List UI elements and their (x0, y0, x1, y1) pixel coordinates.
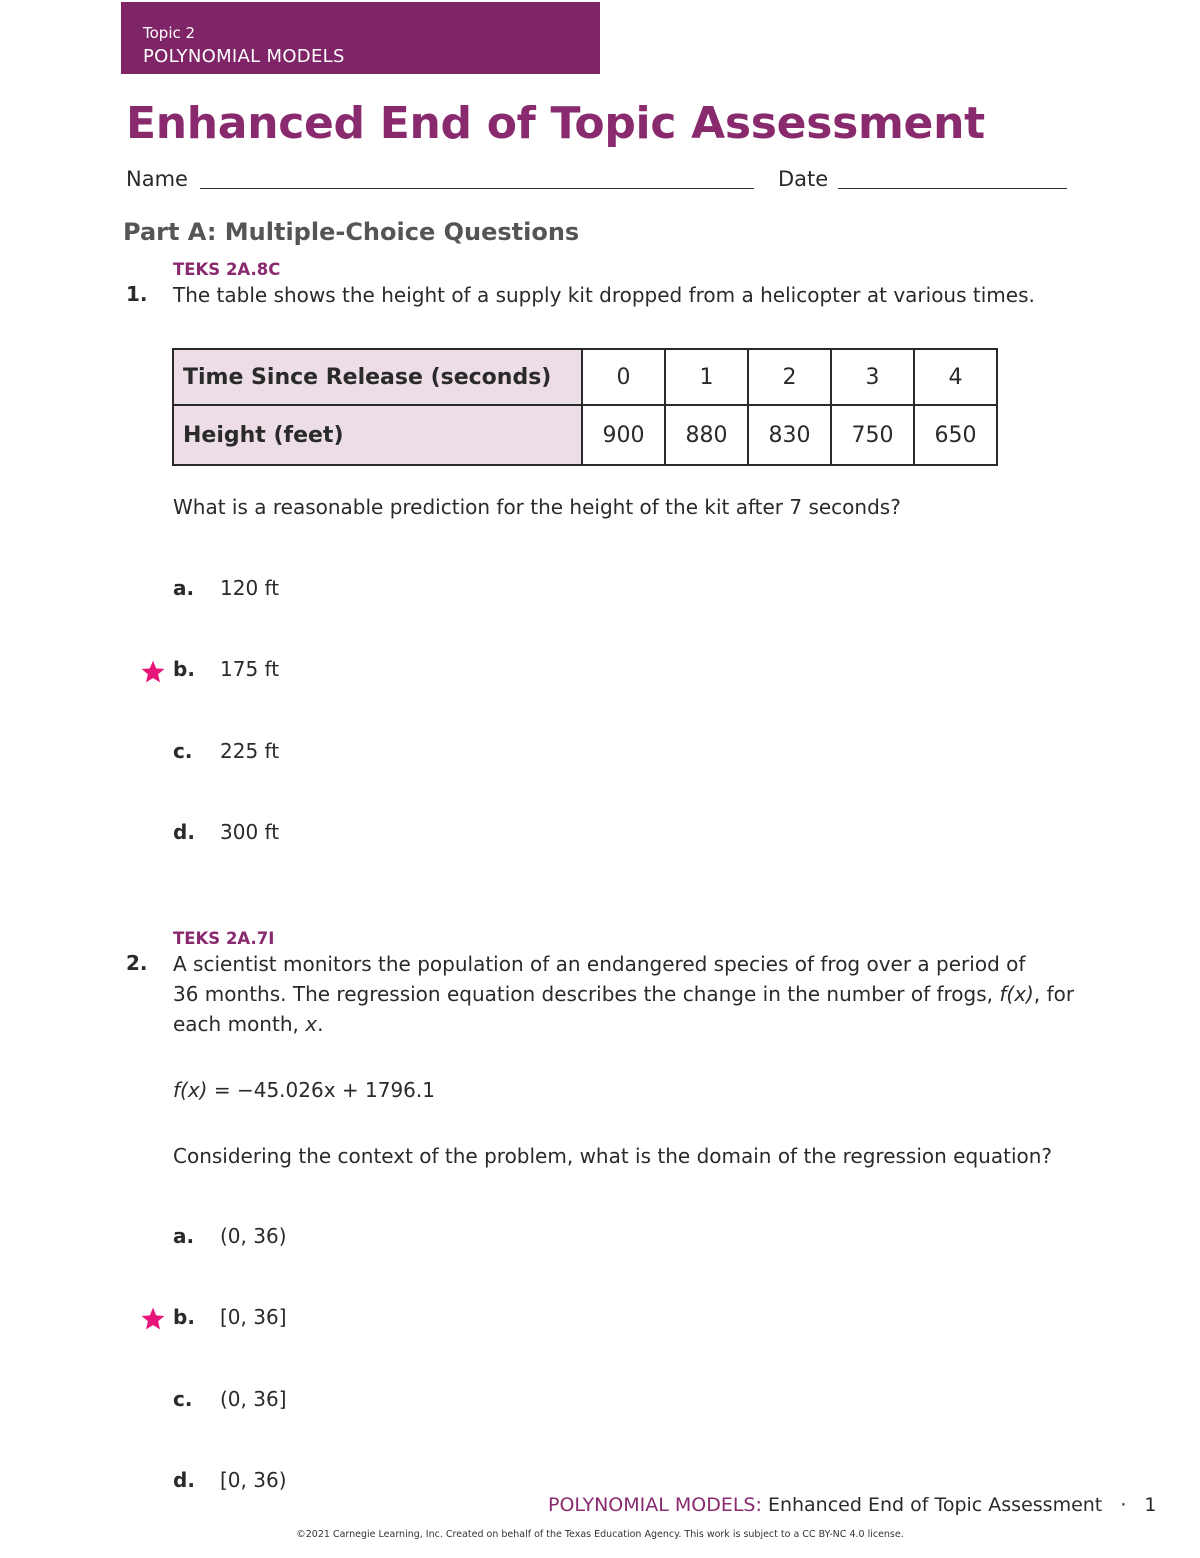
table-cell: 4 (914, 349, 997, 405)
teks-code: TEKS 2A.7I (173, 929, 275, 948)
option-text-c[interactable]: 225 ft (220, 739, 280, 763)
text-segment: , for (1033, 982, 1075, 1006)
star-icon (140, 1306, 166, 1332)
text-segment: 36 months. The regression equation describes the change in the number of frogs, (173, 982, 1000, 1006)
topic-number: Topic 2 (143, 24, 196, 42)
question-number: 1. (126, 282, 148, 306)
table-cell: 0 (582, 349, 665, 405)
topic-banner (121, 2, 600, 74)
equation-lhs: f(x) (173, 1078, 208, 1102)
option-text-d[interactable]: [0, 36) (220, 1468, 287, 1492)
option-text-a[interactable]: (0, 36) (220, 1224, 287, 1248)
question-text-line-3 (173, 1009, 323, 1039)
question-text-line-2 (173, 979, 1074, 1009)
table-row (173, 405, 997, 465)
table-row-header: Time Since Release (seconds) (173, 349, 582, 405)
teks-code: TEKS 2A.8C (173, 260, 281, 279)
option-letter-b[interactable]: b. (173, 657, 195, 681)
option-letter-a[interactable]: a. (173, 1224, 195, 1248)
equation-rhs: = −45.026x + 1796.1 (207, 1078, 435, 1102)
table-cell: 900 (582, 405, 665, 465)
option-text-d[interactable]: 300 ft (220, 820, 280, 844)
date-label: Date (778, 167, 829, 191)
question-text: The table shows the height of a supply kit dropped from a helicopter at various times. (173, 283, 1035, 307)
table-row-header: Height (feet) (173, 405, 582, 465)
question-text-line-1: A scientist monitors the population of an endangered species of frog over a period of (173, 952, 1026, 976)
page-number: 1 (1144, 1494, 1157, 1516)
regression-equation (173, 1075, 435, 1105)
table-cell: 1 (665, 349, 748, 405)
table-cell: 3 (831, 349, 914, 405)
topic-name: POLYNOMIAL MODELS (143, 46, 345, 67)
name-field[interactable] (200, 188, 754, 189)
part-heading: Part A: Multiple-Choice Questions (123, 218, 580, 246)
footer-separator: · (1120, 1494, 1127, 1516)
option-text-b[interactable]: 175 ft (220, 657, 280, 681)
option-text-c[interactable]: (0, 36] (220, 1387, 287, 1411)
question-prompt: What is a reasonable prediction for the height of the kit after 7 seconds? (173, 495, 901, 519)
table-cell: 830 (748, 405, 831, 465)
text-segment: each month, (173, 1012, 306, 1036)
question-prompt: Considering the context of the problem, what is the domain of the regression equation? (173, 1144, 1053, 1168)
function-symbol: f(x) (999, 982, 1034, 1006)
option-letter-d[interactable]: d. (173, 1468, 195, 1492)
star-icon (140, 659, 166, 685)
option-letter-d[interactable]: d. (173, 820, 195, 844)
footer-title: Enhanced End of Topic Assessment (761, 1494, 1103, 1516)
option-letter-a[interactable]: a. (173, 576, 195, 600)
option-text-a[interactable]: 120 ft (220, 576, 280, 600)
variable-symbol: x (305, 1012, 318, 1036)
option-letter-b[interactable]: b. (173, 1305, 195, 1329)
table-cell: 880 (665, 405, 748, 465)
footer-topic: POLYNOMIAL MODELS: (548, 1494, 762, 1516)
question-number: 2. (126, 951, 148, 975)
table-cell: 650 (914, 405, 997, 465)
table-cell: 750 (831, 405, 914, 465)
height-table (172, 348, 998, 466)
table-row (173, 349, 997, 405)
date-field[interactable] (838, 188, 1067, 189)
name-label: Name (126, 167, 188, 191)
option-letter-c[interactable]: c. (173, 739, 193, 763)
option-text-b[interactable]: [0, 36] (220, 1305, 287, 1329)
page-title: Enhanced End of Topic Assessment (126, 98, 985, 149)
page-footer (548, 1494, 1157, 1516)
option-letter-c[interactable]: c. (173, 1387, 193, 1411)
text-segment: . (317, 1012, 324, 1036)
table-cell: 2 (748, 349, 831, 405)
copyright-notice: ©2021 Carnegie Learning, Inc. Created on behalf of the Texas Education Agency. This work is subject to a CC BY-NC 4.0 license. (296, 1529, 904, 1540)
